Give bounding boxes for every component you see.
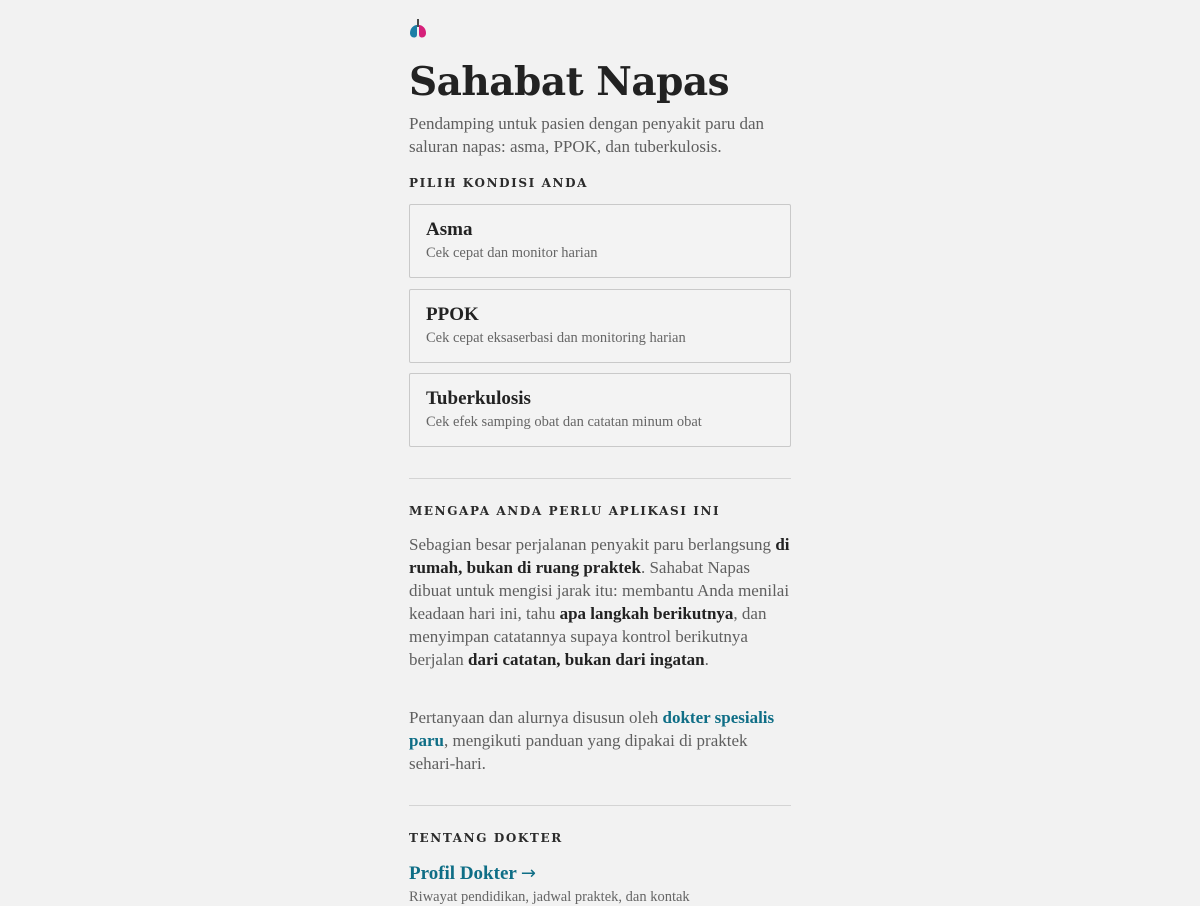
why-section-label: MENGAPA ANDA PERLU APLIKASI INI <box>409 504 721 518</box>
why-text: . <box>704 650 709 669</box>
condition-card-tuberkulosis[interactable] <box>409 373 791 447</box>
why-text: , mengikuti panduan yang dipakai di praktek sehari-hari. <box>409 731 748 773</box>
arrow-right-icon: → <box>520 863 536 884</box>
lungs-icon <box>409 19 427 39</box>
why-emphasis: dari catatan, bukan dari ingatan <box>468 650 705 669</box>
doctor-section-label: TENTANG DOKTER <box>409 831 563 845</box>
section-divider <box>409 805 791 806</box>
condition-card-title: Asma <box>426 219 473 240</box>
why-emphasis: apa langkah berikutnya <box>559 604 734 623</box>
condition-card-ppok[interactable] <box>409 289 791 363</box>
why-emphasis: di rumah, bukan di ruang praktek <box>409 535 790 577</box>
why-text: Sebagian besar perjalanan penyakit paru berlangsung <box>409 535 776 554</box>
condition-card-description: Cek cepat dan monitor harian <box>426 245 598 261</box>
doctor-profile-description: Riwayat pendidikan, jadwal praktek, dan kontak <box>409 889 690 905</box>
condition-card-asma[interactable] <box>409 204 791 278</box>
doctor-profile-link-label: Profil Dokter <box>409 863 517 884</box>
section-divider <box>409 478 791 479</box>
why-text: . Sahabat Napas dibuat untuk mengisi jarak itu: membantu Anda menilai keadaan hari ini, tahu <box>409 558 790 623</box>
why-paragraph-1 <box>409 533 791 671</box>
page-title: Sahabat Napas <box>409 59 730 105</box>
why-paragraph-2 <box>409 706 791 775</box>
why-text: Pertanyaan dan alurnya disusun oleh <box>409 708 663 727</box>
condition-card-title: Tuberkulosis <box>426 388 531 409</box>
doctor-profile-link[interactable] <box>409 862 536 886</box>
specialist-link[interactable]: dokter spesialis paru <box>409 708 775 750</box>
why-text: , dan menyimpan catatannya supaya kontrol berikutnya berjalan <box>409 604 767 669</box>
condition-card-description: Cek efek samping obat dan catatan minum obat <box>426 414 702 430</box>
condition-card-title: PPOK <box>426 304 479 325</box>
page-subtitle: Pendamping untuk pasien dengan penyakit paru dan saluran napas: asma, PPOK, dan tuberkulosis. <box>409 114 765 156</box>
conditions-section-label: PILIH KONDISI ANDA <box>409 176 589 190</box>
condition-card-description: Cek cepat eksaserbasi dan monitoring harian <box>426 330 686 346</box>
